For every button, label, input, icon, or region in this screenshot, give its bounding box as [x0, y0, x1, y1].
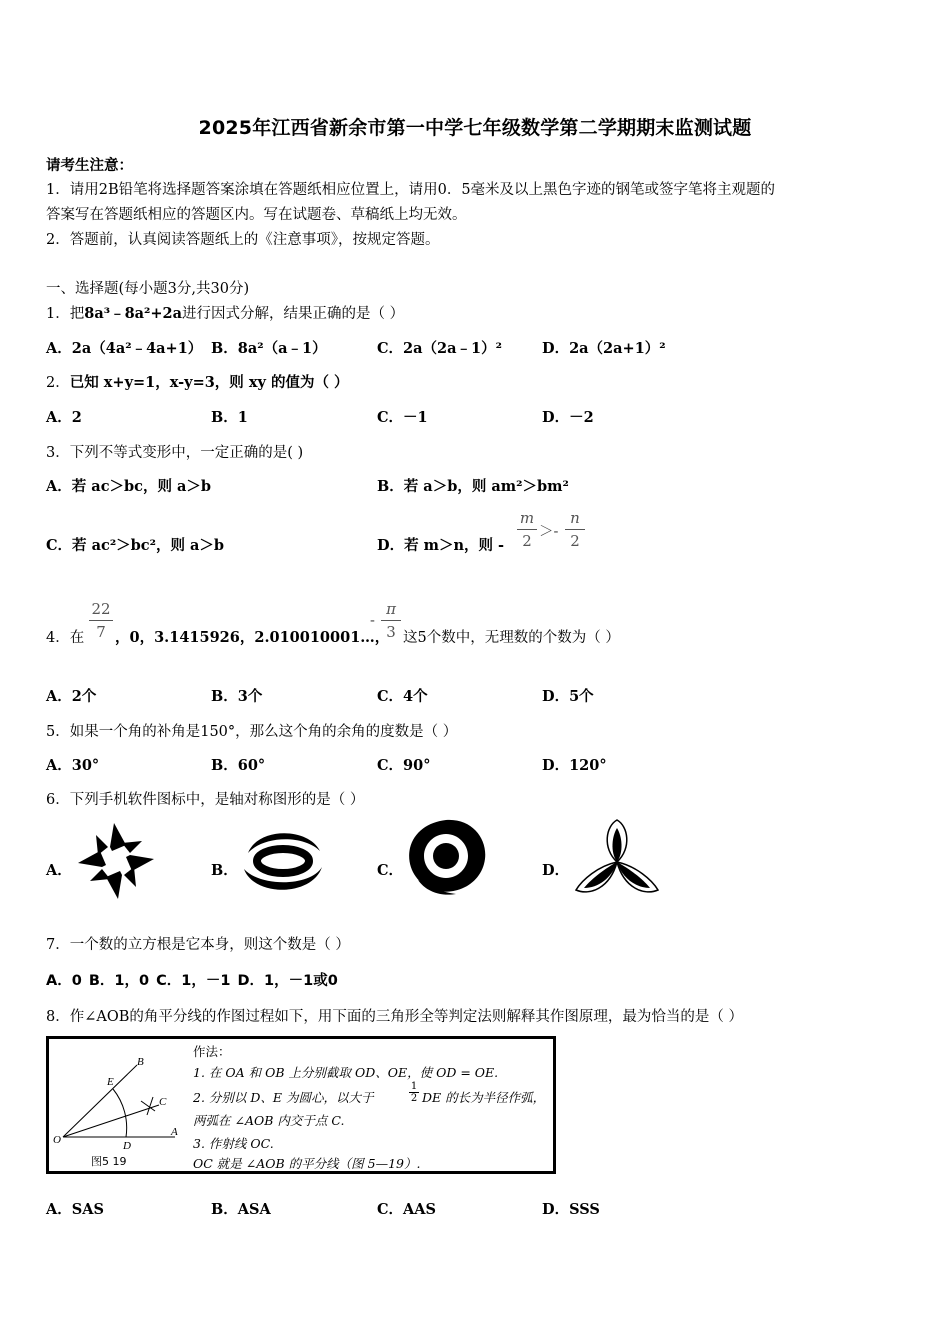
notice-line-1a: 1．请用2B铅笔将选择题答案涂填在答题纸相应位置上，请用0．5毫米及以上黑色字迹的钢笔或签字笔将主观题的	[46, 182, 776, 198]
diagram-label-b: B	[137, 1056, 144, 1068]
q4-post: 这5个数中，无理数的个数为（ ）	[403, 630, 620, 646]
q4-fraction-22-7: 22 7	[89, 600, 113, 641]
eye-rings-icon	[240, 825, 326, 897]
q1-option-d[interactable]: D．2a（2a+1）²	[542, 340, 666, 357]
q1-option-c[interactable]: C．2a（2a﹣1）²	[377, 340, 502, 357]
q8-text: 作∠AOB的角平分线的作图过程如下，用下面的三角形全等判定法则解释其作图原理，最为恰当的是（ ）	[69, 1009, 744, 1025]
question-3	[46, 441, 303, 462]
method-step-3: 3. 作射线 OC.	[193, 1136, 274, 1151]
q4-option-c[interactable]: C．4个	[377, 688, 428, 705]
q6-option-c[interactable]: C．	[377, 862, 404, 879]
q2-number: 2．	[46, 375, 70, 391]
angle-bisector-diagram	[51, 1053, 191, 1153]
method-step-2b: DE 的长为半径作弧，	[422, 1090, 546, 1105]
q6-option-d[interactable]: D．	[542, 862, 570, 879]
q7-options[interactable]: A．0 B．1，0 C．1，－1 D．1，－1或0	[46, 973, 338, 989]
pinwheel-star-icon	[74, 820, 158, 902]
q1-expression: 8a³﹣8a²+2a	[84, 305, 183, 322]
q8-number: 8．	[46, 1009, 70, 1025]
question-1	[46, 302, 404, 323]
q4-fraction-pi-3: π 3	[381, 600, 401, 641]
q5-option-c[interactable]: C．90°	[377, 757, 431, 774]
q4-numbers: ，0，3.1415926，2.010010001…，	[115, 629, 390, 646]
diagram-label-d: D	[123, 1140, 131, 1152]
q3-greater-sign: ＞-	[539, 524, 559, 540]
q2-option-b[interactable]: B．1	[211, 409, 248, 426]
q3-option-d[interactable]: D．若 m＞n，则 -	[377, 537, 505, 554]
q3-fraction-m: m 2	[517, 509, 537, 550]
method-heading: 作法：	[193, 1044, 231, 1059]
q8-option-b[interactable]: B．ASA	[211, 1201, 271, 1218]
q4-pre: 在	[69, 630, 85, 646]
q3-fraction-n: n 2	[565, 509, 585, 550]
q3-option-c[interactable]: C．若 ac²＞bc²，则 a＞b	[46, 537, 225, 554]
q1-option-a[interactable]: A．2a（4a²﹣4a+1）	[46, 340, 203, 357]
diagram-label-o: O	[53, 1134, 61, 1146]
q3-option-b[interactable]: B．若 a＞b，则 am²＞bm²	[377, 478, 569, 495]
q5-option-d[interactable]: D．120°	[542, 757, 607, 774]
method-step-1: 1. 在 OA 和 OB 上分别截取 OD、OE，使 OD = OE.	[193, 1065, 499, 1080]
method-conclusion: OC 就是 ∠AOB 的平分线（图 5—19）.	[193, 1156, 421, 1171]
q2-text: 已知 x+y=1，x-y=3，则 xy 的值为（ ）	[69, 374, 349, 391]
q1-number: 1．	[46, 306, 70, 322]
q5-text: 如果一个角的补角是150°，那么这个角的余角的度数是（ ）	[69, 724, 458, 740]
method-step-2a: 2. 分别以 D、E 为圆心，以大于	[193, 1090, 374, 1105]
q5-option-a[interactable]: A．30°	[46, 757, 100, 774]
question-8	[46, 1005, 743, 1026]
q8-figure-box	[46, 1036, 556, 1174]
q1-post: 进行因式分解，结果正确的是（ ）	[182, 306, 405, 322]
q7-text: 一个数的立方根是它本身，则这个数是（ ）	[69, 937, 350, 953]
question-7	[46, 933, 350, 954]
page-title: 2025年江西省新余市第一中学七年级数学第二学期期末监测试题	[198, 117, 752, 139]
q1-pre: 把	[69, 306, 85, 322]
diagram-label-a: A	[171, 1126, 178, 1138]
figure-caption: 图5 19	[91, 1155, 127, 1168]
q3-option-a[interactable]: A．若 ac＞bc，则 a＞b	[46, 478, 212, 495]
q8-option-a[interactable]: A．SAS	[46, 1201, 104, 1218]
q4-option-a[interactable]: A．2个	[46, 688, 97, 705]
q6-text: 下列手机软件图标中，是轴对称图形的是（ ）	[69, 792, 365, 808]
section-heading: 一、选择题(每小题3分,共30分)	[46, 281, 250, 297]
q3-number: 3．	[46, 445, 70, 461]
q6-option-b[interactable]: B．	[211, 862, 238, 879]
notice-heading: 请考生注意：	[46, 157, 133, 174]
question-5	[46, 720, 457, 741]
q4-option-d[interactable]: D．5个	[542, 688, 594, 705]
notice-line-2: 2．答题前，认真阅读答题纸上的《注意事项》，按规定答题。	[46, 232, 440, 248]
question-4	[46, 626, 84, 647]
swirl-circle-icon	[404, 816, 490, 896]
q1-option-b[interactable]: B．8a²（a﹣1）	[211, 340, 327, 357]
q8-option-d[interactable]: D．SSS	[542, 1201, 600, 1218]
notice-line-1b: 答案写在答题纸相应的答题区内。写在试题卷、草稿纸上均无效。	[46, 207, 467, 223]
q7-number: 7．	[46, 937, 70, 953]
q2-option-c[interactable]: C．－1	[377, 409, 428, 426]
q6-option-a[interactable]: A．	[46, 862, 72, 879]
q4-option-b[interactable]: B．3个	[211, 688, 263, 705]
method-step-2c: 两弧在 ∠AOB 内交于点 C.	[193, 1113, 345, 1128]
three-petal-icon	[572, 818, 662, 898]
diagram-label-e: E	[107, 1076, 114, 1088]
q2-option-d[interactable]: D．－2	[542, 409, 594, 426]
q4-negative-sign: -	[370, 613, 375, 629]
method-half-fraction: 1 2	[410, 1081, 418, 1104]
diagram-label-c: C	[159, 1096, 167, 1108]
q6-number: 6．	[46, 792, 70, 808]
q8-option-c[interactable]: C．AAS	[377, 1201, 437, 1218]
q5-number: 5．	[46, 724, 70, 740]
question-6	[46, 788, 364, 809]
q2-option-a[interactable]: A．2	[46, 409, 82, 426]
q4-number: 4．	[46, 630, 70, 646]
question-2	[46, 371, 349, 392]
q3-text: 下列不等式变形中，一定正确的是( )	[69, 445, 304, 461]
q5-option-b[interactable]: B．60°	[211, 757, 266, 774]
